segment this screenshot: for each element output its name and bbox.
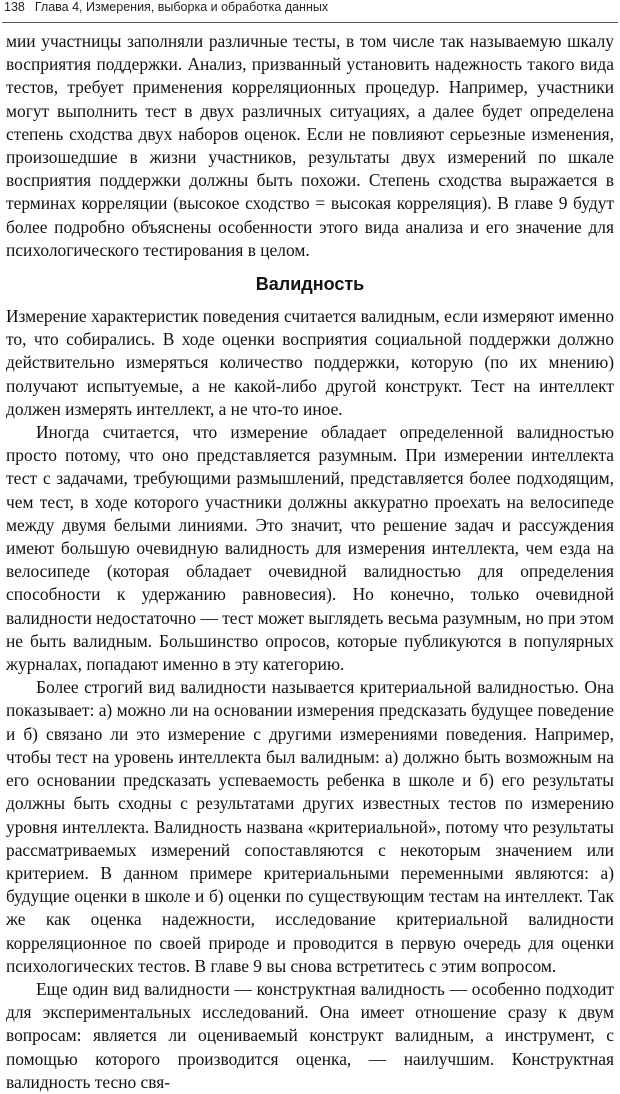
page-number: 138 bbox=[4, 0, 25, 14]
paragraph: мии участницы заполняли различные тесты, в том числе так называемую шкалу восприятия поддержки. Анализ, призванный установить надежность такого вида тестов, требует применения корреляционных процедур. Например, участники могут выполнить тест в двух различных ситуациях, а далее будет определена степень сходства двух наборов оценок. Если не повлияют серьезные изменения, произошедшие в жизни участников, результаты двух измерений по шкале восприятия поддержки должны быть похожи. Степень сходства выражается в терминах корреляции (высокое сходство = высокая корреляция). В главе 9 будут более подробно объяснены особенности этого вида анализа и его значение для психологического тестирования в целом. bbox=[6, 31, 614, 260]
paragraph: Иногда считается, что измерение обладает определенной валидностью просто потому, что оно представляется разумным. При измерении интеллекта тест с задачами, требующими размышлений, представляется более подходящим, чем тест, в ходе которого участники должны аккуратно проехать на велосипеде между двумя белыми линиями. Это значит, что решение задач и рассуждения имеют большую очевидную валидность для измерения интеллекта, чем езда на велосипеде (которая обладает очевидной валидностью для определения способности к удержанию равновесия). Но конечно, только очевидной валидности недостаточно — тест может выглядеть весьма разумным, но при этом не быть валидным. Большинство опросов, которые публикуются в популярных журналах, попадают именно в эту категорию. bbox=[6, 422, 614, 675]
page-body bbox=[0, 30, 620, 1094]
header-rule bbox=[2, 22, 618, 23]
paragraph: Измерение характеристик поведения считается валидным, если измеряют именно то, что собирались. В ходе оценки восприятия социальной поддержки должно действительно измеряться количество поддержки, которую (по их мнению) получают испытуемые, а не какой-либо другой конструкт. Тест на интеллект должен измерять интеллект, а не что-то иное. bbox=[6, 306, 614, 419]
paragraph: Еще один вид валидности — конструктная валидность — особенно подходит для экспериментальных исследований. Она имеет отношение сразу к двум вопросам: является ли оцениваемый конструкт валидным, а инструмент, с помощью которого производится оценка, — наилучшим. Конструктная валидность тесно свя- bbox=[6, 978, 614, 1092]
section-title: Валидность bbox=[255, 274, 365, 295]
paragraph: Более строгий вид валидности называется критериальной валидностью. Она показывает: а) можно ли на основании измерения предсказать будущее поведение и б) связано ли это измерение с другими измерениями поведения. Например, чтобы тест на уровень интеллекта был валидным: а) должно быть возможным на его основании предсказать успеваемость ребенка в школе и б) его результаты должны быть сходны с результатами других известных тестов по измерению уровня интеллекта. Валидность названа «критериальной», потому что результаты рассматриваемых измерений сопоставляются с некоторым значением или критерием. В данном примере критериальными переменными являются: а) будущие оценки в школе и б) оценки по существующим тестам на интеллект. Так же как оценка надежности, исследование критериальной валидности корреляционное по своей природе и проводится в первую очередь для оценки психологических тестов. В главе 9 вы снова встретитесь с этим вопросом. bbox=[6, 677, 614, 976]
running-header bbox=[4, 0, 328, 20]
running-title: Глава 4, Измерения, выборка и обработка данных bbox=[34, 0, 329, 14]
